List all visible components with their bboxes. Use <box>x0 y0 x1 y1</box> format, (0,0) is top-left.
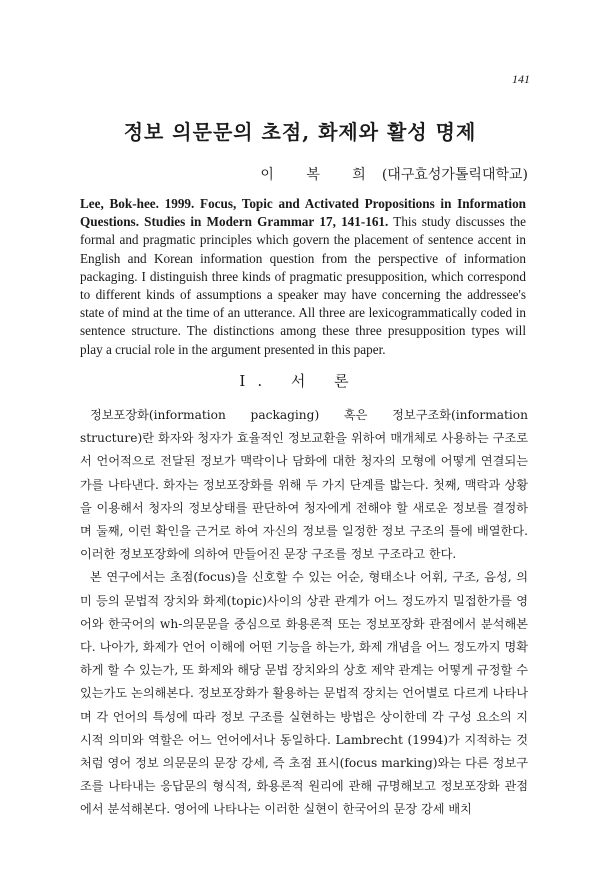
body-paragraph: 본 연구에서는 초점(focus)을 신호할 수 있는 어순, 형태소나 어휘, 구조, 음성, 의미 등의 문법적 장치와 화제(topic)사이의 상관 관계가 어느 정도까지 밀접한가를 영어와 한국어의 wh-의문문을 중심으로 화용론적 또는 정보포장화 관점에서 분석해본다. 나아가, 화제가 언어 이해에 어떤 기능을 하는가, 화제 개념을 어느 정도까지 명확하게 할 수 있는가, 또 화제와 해당 문법 장치와의 상호 제약 관계는 어떻게 규정할 수 있는가도 논의해본다. 정보포장화가 활용하는 문법적 장치는 언어별로 다르게 나타나며 각 언어의 특성에 따라 정보 구조를 실현하는 방법은 상이한데 각 구성 요소의 지시적 의미와 역할은 어느 언어에서나 동일하다. Lambrecht (1994)가 지적하는 것처럼 영어 정보 의문문의 문장 강세, 즉 초점 표시(focus marking)와는 다른 정보구조를 나타내는 응답문의 형식적, 화용론적 원리에 관해 규명해보고 정보포장화 관점에서 분석해본다. 영어에 나타나는 이러한 실현이 한국어의 문장 강세 배치 <box>80 570 528 817</box>
citation-journal: Studies in Modern Grammar <box>144 214 315 230</box>
section-heading: I. 서 론 <box>239 372 361 390</box>
paper-title: 정보 의문문의 초점, 화제와 활성 명제 <box>123 120 477 144</box>
citation-volume: 17, 141-161. <box>319 214 389 230</box>
author-name: 이 복 희 <box>260 167 380 183</box>
citation-author: Lee, Bok-hee. 1999. Focus, Topic and Activated Propositions in Information Questions. <box>80 196 526 230</box>
page-number: 141 <box>512 72 530 86</box>
body-text <box>80 404 528 822</box>
abstract <box>80 195 526 359</box>
body-paragraph: 정보포장화(information packaging) 혹은 정보구조화(information structure)란 화자와 청자가 효율적인 정보교환을 위하여 매개체로 사용하는 구조로서 언어적으로 전달된 정보가 맥락이나 담화에 대한 청자의 모형에 어떻게 연결되는가를 나타낸다. 화자는 정보포장화를 위해 두 가지 단계를 밟는다. 첫째, 맥락과 상황을 이용해서 청자의 정보상태를 판단하여 청자에게 전해야 할 새로운 정보를 결정하며 둘째, 이런 확인을 근거로 하여 자신의 정보를 일정한 정보 구조의 틀에 배열한다. 이러한 정보포장화에 의하여 만들어진 문장 구조를 정보 구조라고 한다. <box>80 408 528 562</box>
abstract-text: This study discusses the formal and pragmatic principles which govern the placement of sentence accent in English and Korean information question from the perspective of information packaging. I distinguish three kinds of pragmatic presupposition, which correspond to different kinds of assumptions a speaker may have concerning the addressee's state of mind at the time of an utterance. All three are lexicogrammatically coded in sentence structure. The distinctions among these three presupposition types will play a crucial role in the argument presented in this paper. <box>80 214 526 357</box>
author-line <box>260 164 528 184</box>
author-affiliation: (대구효성가톨릭대학교) <box>381 167 528 183</box>
